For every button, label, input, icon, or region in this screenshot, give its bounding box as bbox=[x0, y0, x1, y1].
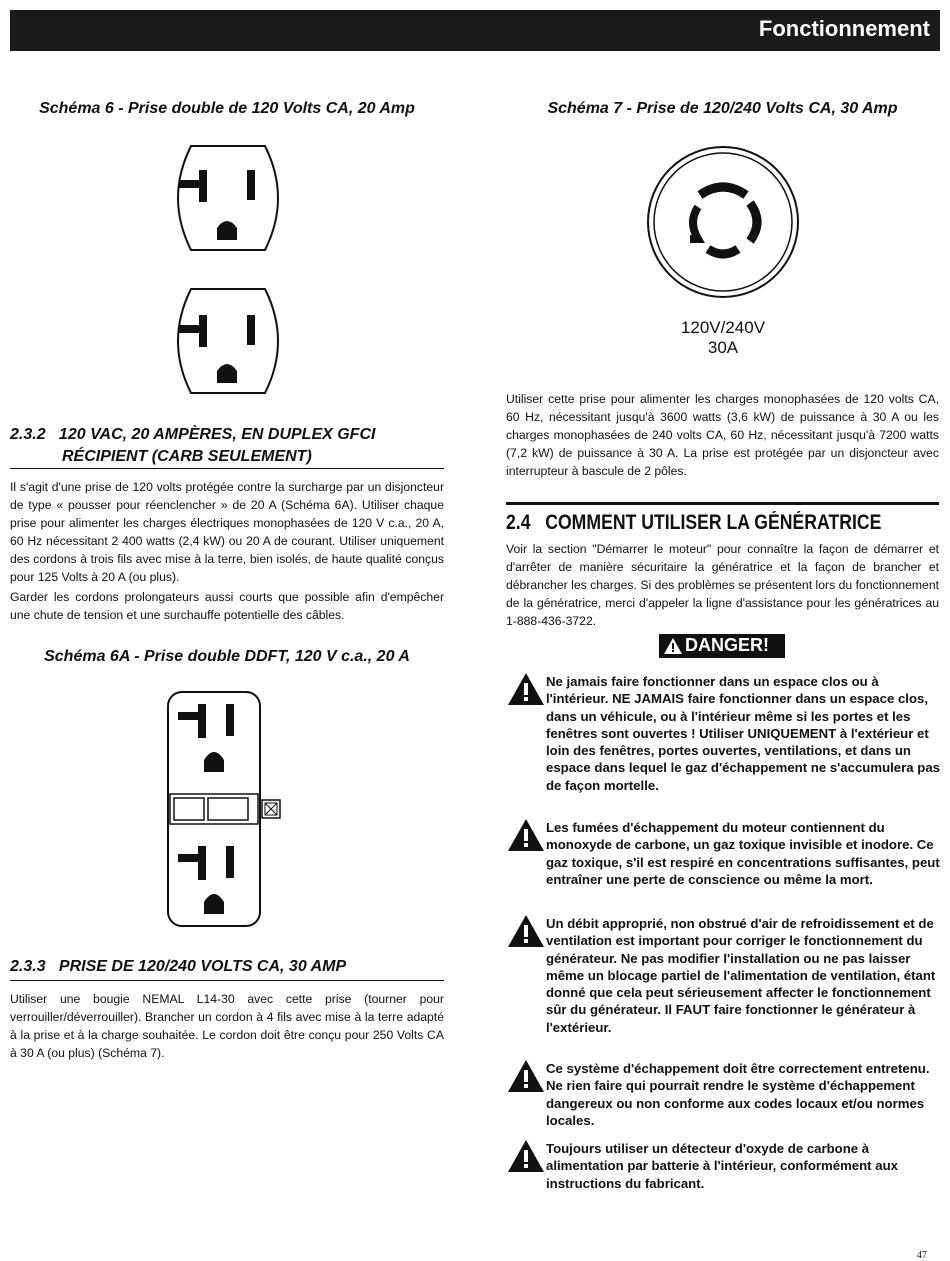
figure-7-paragraph: Utiliser cette prise pour alimenter les charges monophasées de 120 volts CA, 60 Hz, nécessitant jusqu'à 3600 watts (3,6 kW) de puissance à 30 A ou les charges monophasées de 240 volts CA, 60 Hz, nécessitant jusqu'à 7200 watts (7,2 kW) de puissance à 30 A. La prise est protégée par un disjoncteur avec interrupteur à bascule de 2 pôles. bbox=[506, 392, 939, 478]
section-2-3-2-heading-line1: 2.3.2 120 VAC, 20 AMPÈRES, EN DUPLEX GFCI bbox=[10, 426, 376, 443]
warning-text: Toujours utiliser un détecteur d'oxyde de carbone à alimentation par batterie à l'intérieur, conformément aux instructions du fabricant. bbox=[546, 1141, 898, 1191]
section-2-3-2-paragraph-2: Garder les cordons prolongateurs aussi courts que possible afin d'empêcher une chute de tension et une surchauffe potentielle des câbles. bbox=[10, 590, 444, 622]
warning-text: Les fumées d'échappement du moteur contiennent du monoxyde de carbone, un gaz toxique invisible et inodore. Ce gaz toxique, s'il est respiré en concentrations suffisantes, peut entraîner une perte de conscience ou même la mort. bbox=[546, 820, 940, 887]
section-2-4-heading: 2.4 COMMENT UTILISER LA GÉNÉRATRICE bbox=[506, 511, 882, 534]
section-title: Fonctionnement bbox=[758, 16, 930, 41]
twist-lock-outlet-icon bbox=[646, 145, 800, 299]
warning-triangle-icon bbox=[508, 1060, 544, 1092]
duplex-outlet-lower-icon bbox=[163, 287, 293, 395]
section-2-3-2-heading-line2: RÉCIPIENT (CARB SEULEMENT) bbox=[62, 448, 312, 465]
outlet-amperage-label: 30A bbox=[707, 338, 739, 357]
danger-triangle-icon bbox=[664, 638, 682, 654]
warning-triangle-icon bbox=[508, 1140, 544, 1172]
duplex-outlet-upper-icon bbox=[163, 144, 293, 252]
warning-text: Ce système d'échappement doit être correctement entretenu. Ne rien faire qui pourrait rendre le système d'échappement dangereux ou non conforme aux codes locaux et/ou normes locales. bbox=[546, 1061, 930, 1128]
section-2-4-heading-bar bbox=[506, 502, 939, 539]
danger-label: DANGER! bbox=[685, 635, 769, 655]
section-2-3-3-paragraph: Utiliser une bougie NEMAL L14-30 avec cette prise (tourner pour verrouiller/déverrouiller). Brancher un cordon à 4 fils avec mise à la terre adapté à la prise et à la charge souhaitée. Le cordon doit être conçu pour 250 Volts CA à 30 A (ou plus) (Schéma 7). bbox=[10, 992, 444, 1060]
outlet-voltage-label: 120V/240V bbox=[680, 318, 766, 337]
outlet-rating-label bbox=[662, 318, 784, 358]
page-number: 47 bbox=[917, 1250, 927, 1261]
section-2-4-paragraph: Voir la section "Démarrer le moteur" pour connaître la façon de démarrer et d'arrêter de manière sécuritaire la génératrice et la façon de brancher et débrancher les charges. Si des problèmes se présentent lors du fonctionnement de la génératrice, merci d'appeler la ligne d'assistance pour les génératrices au 1-888-436-3722. bbox=[506, 542, 939, 628]
figure-6a-caption: Schéma 6A - Prise double DDFT, 120 V c.a., 20 A bbox=[44, 648, 410, 665]
gfci-outlet-icon bbox=[166, 690, 286, 930]
section-2-3-2-heading bbox=[10, 424, 444, 469]
warning-triangle-icon bbox=[508, 673, 544, 705]
section-2-3-3-heading: 2.3.3 PRISE DE 120/240 VOLTS CA, 30 AMP bbox=[10, 958, 444, 981]
warning-triangle-icon bbox=[508, 819, 544, 851]
warning-text: Un débit approprié, non obstrué d'air de refroidissement et de ventilation est important pour corriger le fonctionnement du générateur. Ne pas modifier l'installation ou ne pas laisser même un blocage partiel de l'alimentation de ventilation, étant donné que cela peut sérieusement affecter le fonctionnement sûr du générateur. Il FAUT faire fonctionner le générateur à l'extérieur. bbox=[546, 916, 936, 1035]
figure-7-caption: Schéma 7 - Prise de 120/240 Volts CA, 30 Amp bbox=[547, 100, 898, 117]
warning-triangle-icon bbox=[508, 915, 544, 947]
warning-text: Ne jamais faire fonctionner dans un espace clos ou à l'intérieur. NE JAMAIS faire fonctionner dans un espace clos, dans un véhicule, ou à l'intérieur même si les portes et les fenêtres sont ouvertes ! Utiliser UNIQUEMENT à l'extérieur et loin des fenêtres, portes ouvertes, ventilations, et dans un espace dans lequel le gaz d'échappement ne s'accumulera pas de façon mortelle. bbox=[546, 674, 940, 793]
danger-banner bbox=[659, 634, 785, 658]
section-2-3-2-paragraph-1: Il s'agit d'une prise de 120 volts protégée contre la surcharge par un disjoncteur de type « pousser pour réenclencher » de 20 A (Schéma 6A). Utiliser chaque prise pour alimenter les charges électriques monophasées de 120 V c.a., 20 A, 60 Hz nécessitant 2 400 watts (2,4 kW) ou 20 A de courant. Utiliser uniquement des cordons à trois fils avec mise à la terre, bien isolés, de haute qualité conçus pour 125 Volts à 20 A (ou plus). bbox=[10, 480, 444, 584]
figure-6-caption: Schéma 6 - Prise double de 120 Volts CA, 20 Amp bbox=[39, 100, 415, 117]
section-header-bar bbox=[10, 10, 940, 51]
